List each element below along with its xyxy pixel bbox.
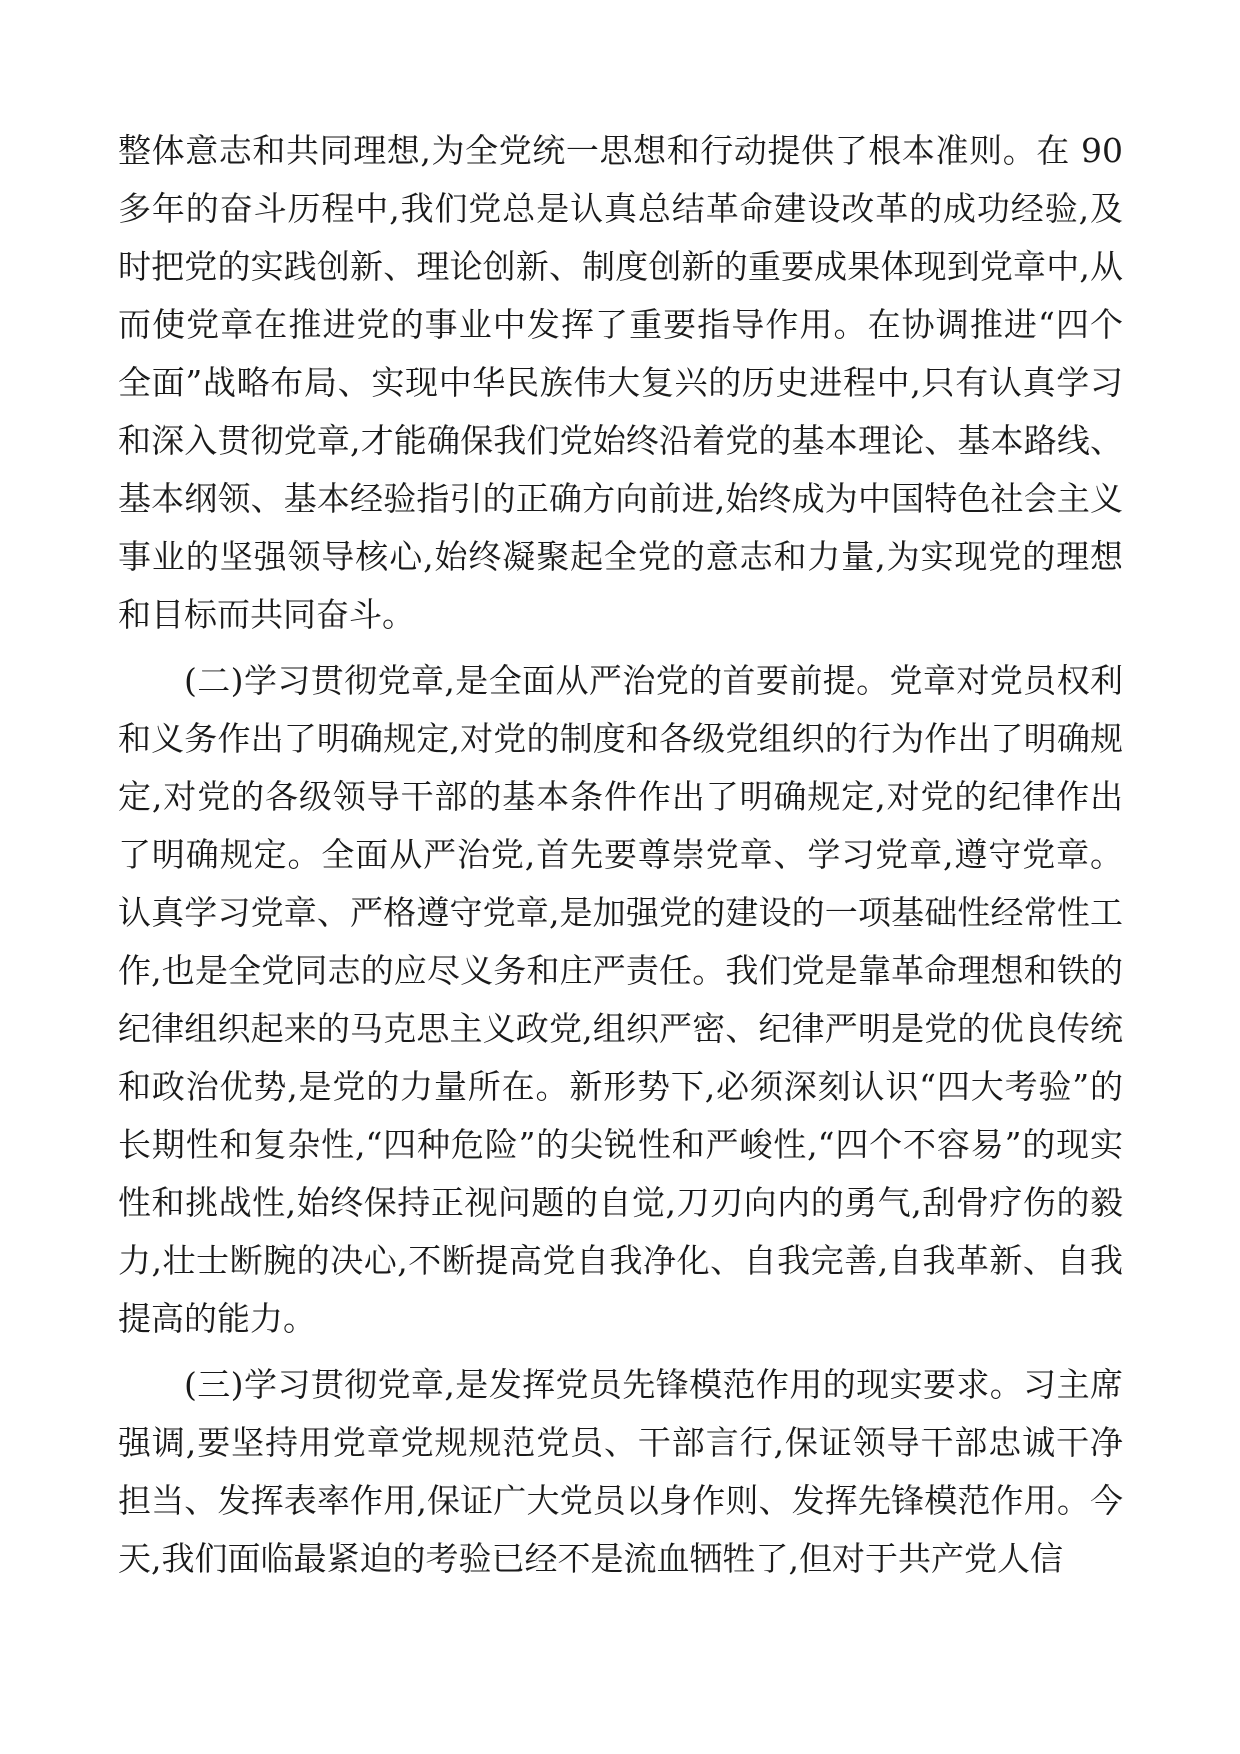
paragraph-1: 整体意志和共同理想,为全党统一思想和行动提供了根本准则。在 90 多年的奋斗历程中,我们党总是认真总结革命建设改革的成功经验,及时把党的实践创新、理论创新、制度创新的重要成果体现到党章中,从而使党章在推进党的事业中发挥了重要指导作用。在协调推进“四个全面”战略布局、实现中华民族伟大复兴的历史进程中,只有认真学习和深入贯彻党章,才能确保我们党始终沿着党的基本理论、基本路线、基本纲领、基本经验指引的正确方向前进,始终成为中国特色社会主义事业的坚强领导核心,始终凝聚起全党的意志和力量,为实现党的理想和目标而共同奋斗。	[118, 131, 1123, 634]
document-body	[118, 122, 1123, 1588]
paragraph-2: (二)学习贯彻党章,是全面从严治党的首要前提。党章对党员权利和义务作出了明确规定,对党的制度和各级党组织的行为作出了明确规定,对党的各级领导干部的基本条件作出了明确规定,对党的纪律作出了明确规定。全面从严治党,首先要尊崇党章、学习党章,遵守党章。认真学习党章、严格遵守党章,是加强党的建设的一项基础性经常性工作,也是全党同志的应尽义务和庄严责任。我们党是靠革命理想和铁的纪律组织起来的马克思主义政党,组织严密、纪律严明是党的优良传统和政治优势,是党的力量所在。新形势下,必须深刻认识“四大考验”的长期性和复杂性,“四种危险”的尖锐性和严峻性,“四个不容易”的现实性和挑战性,始终保持正视问题的自觉,刀刃向内的勇气,刮骨疗伤的毅力,壮士断腕的决心,不断提高党自我净化、自我完善,自我革新、自我提高的能力。	[118, 661, 1123, 1338]
paragraph-3: (三)学习贯彻党章,是发挥党员先锋模范作用的现实要求。习主席强调,要坚持用党章党规规范党员、干部言行,保证领导干部忠诚干净担当、发挥表率作用,保证广大党员以身作则、发挥先锋模范作用。今天,我们面临最紧迫的考验已经不是流血牺牲了,但对于共产党人信	[118, 1365, 1123, 1578]
